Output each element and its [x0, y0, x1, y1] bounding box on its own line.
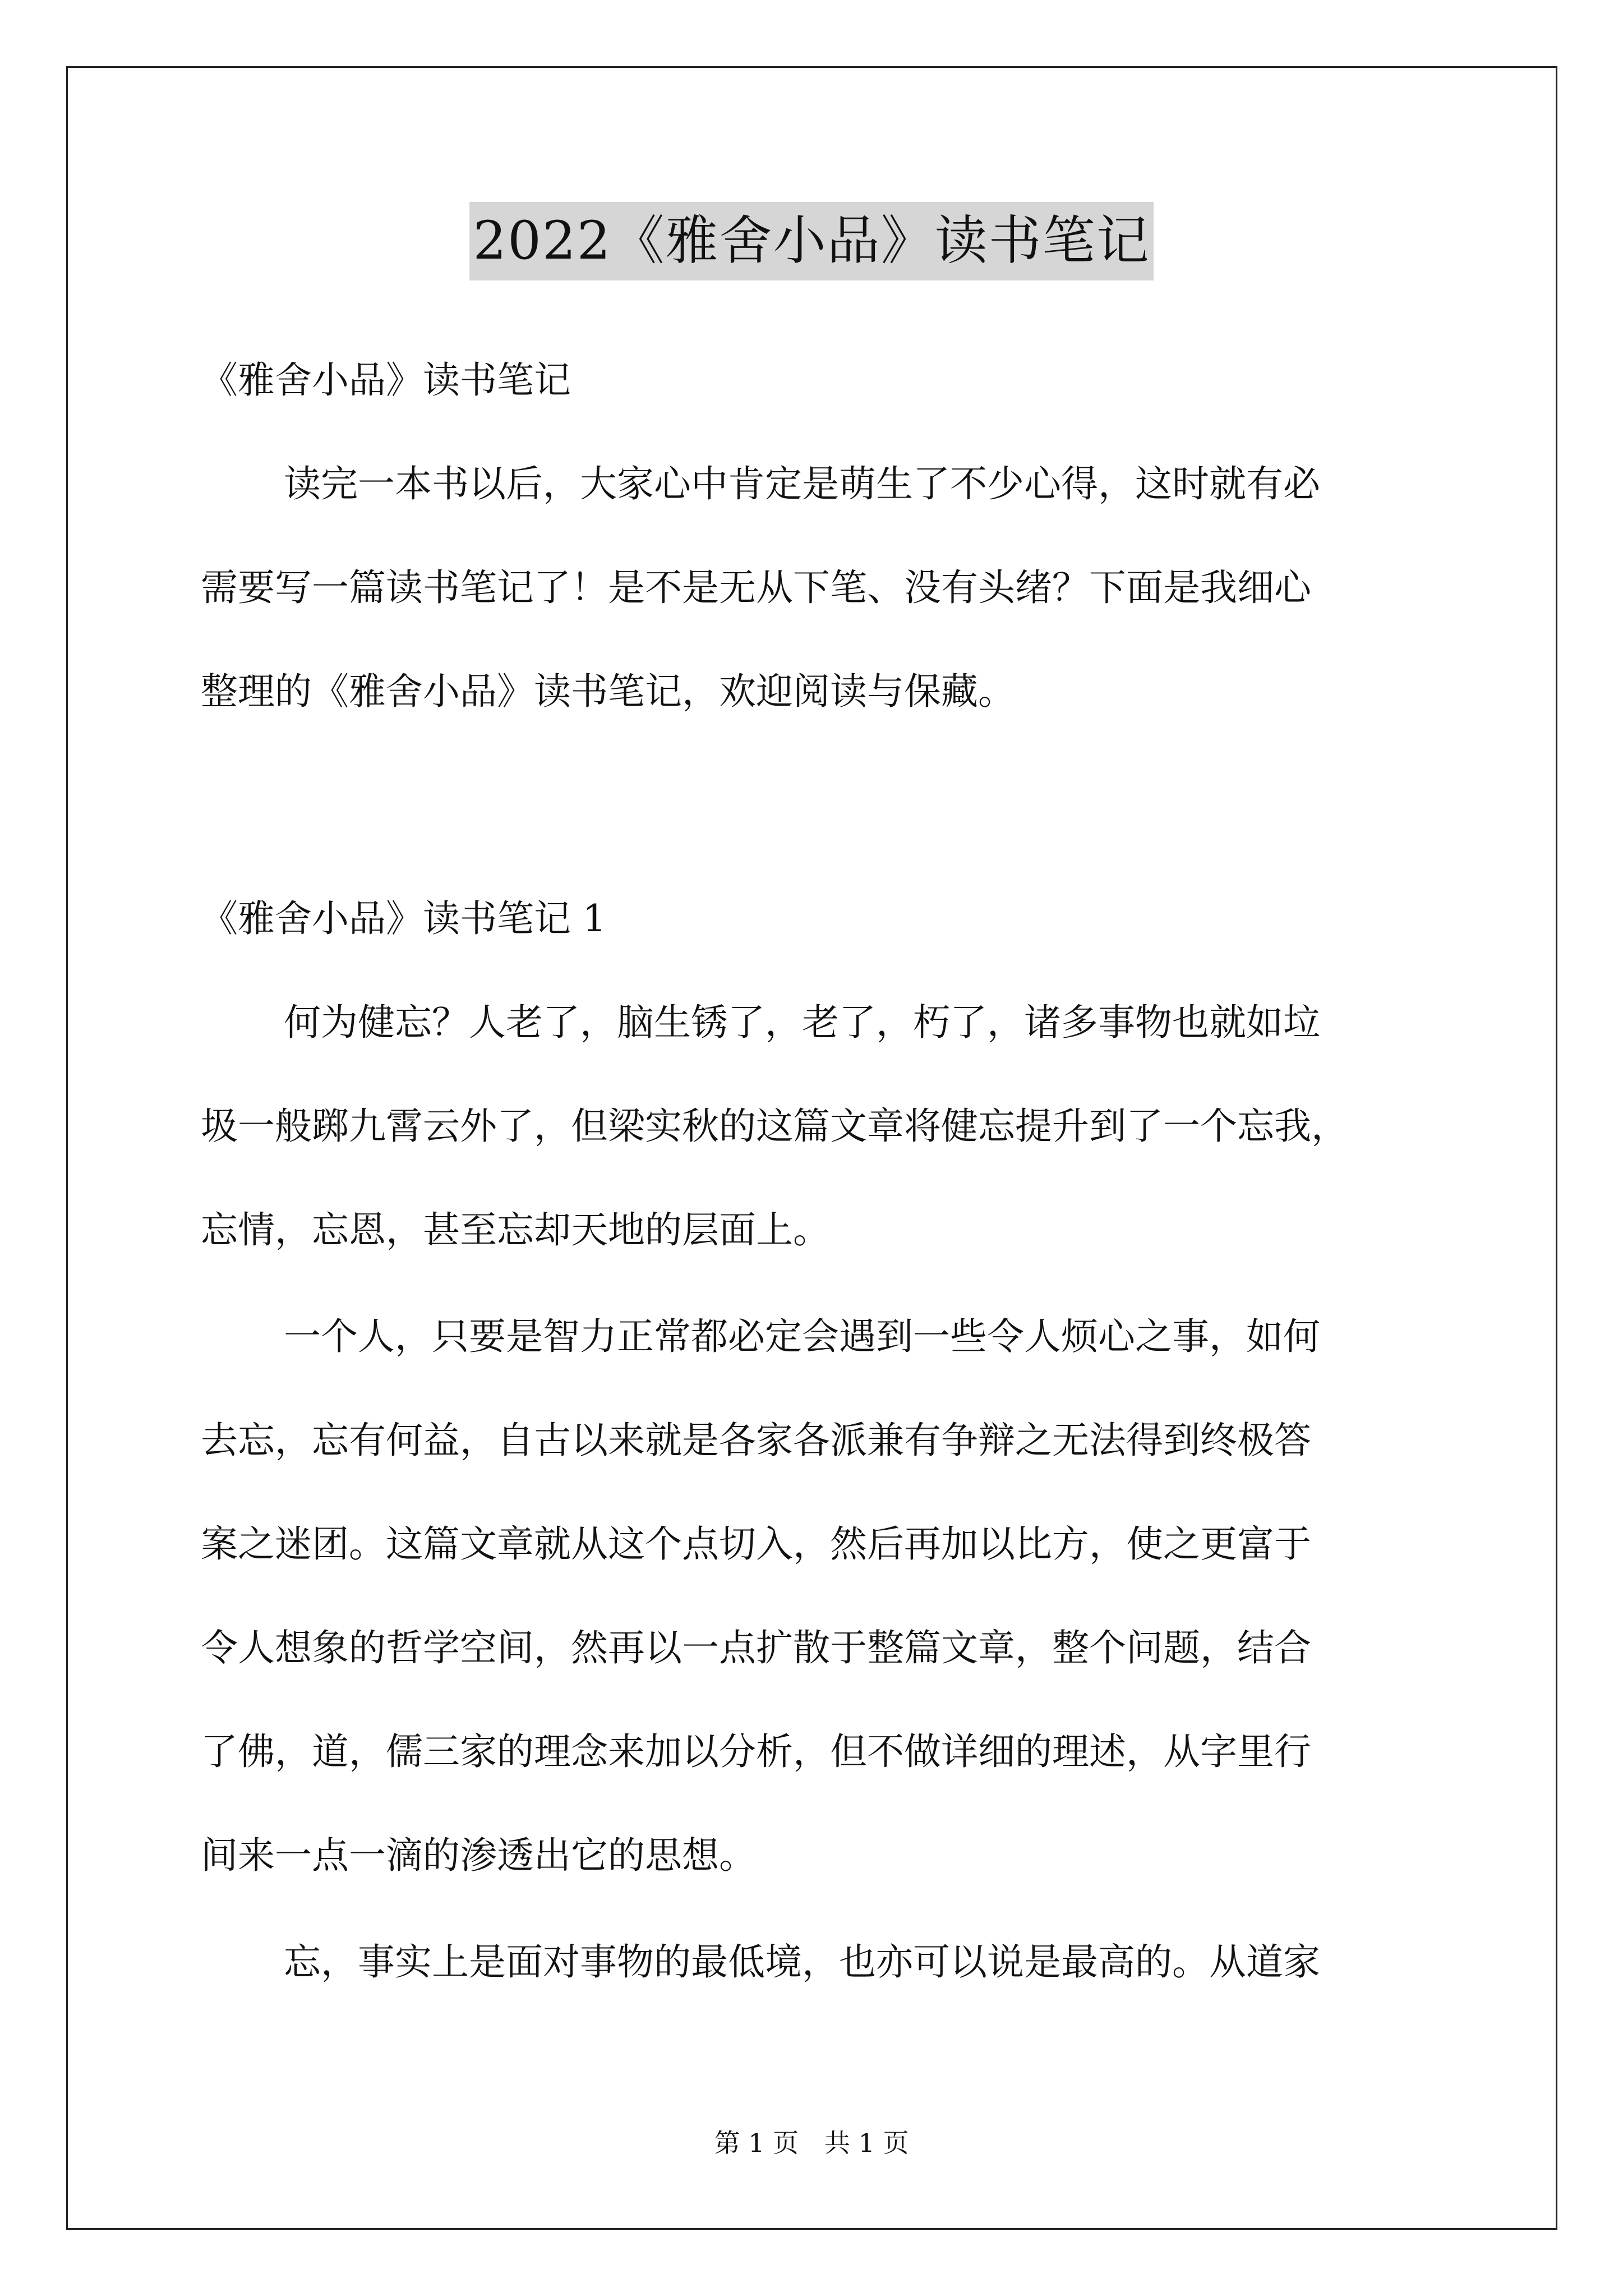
- paragraph-line: 忘情，忘恩，甚至忘却天地的层面上。: [201, 1208, 830, 1251]
- title-container: [0, 202, 1623, 280]
- paragraph-line: 去忘，忘有何益，自古以来就是各家各派兼有争辩之无法得到终极答: [201, 1419, 1311, 1462]
- paragraph-line: 令人想象的哲学空间，然再以一点扩散于整篇文章，整个问题，结合: [201, 1626, 1311, 1669]
- paragraph-line: 读完一本书以后，大家心中肯定是萌生了不少心得，这时就有必: [284, 462, 1320, 505]
- paragraph-line: 需要写一篇读书笔记了！是不是无从下笔、没有头绪？下面是我细心: [201, 566, 1311, 609]
- paragraph-line: 了佛，道，儒三家的理念来加以分析，但不做详细的理述，从字里行: [201, 1730, 1311, 1773]
- paragraph-line: 整理的《雅舍小品》读书笔记，欢迎阅读与保藏。: [201, 670, 1015, 713]
- section-heading: 《雅舍小品》读书笔记 1: [201, 897, 606, 940]
- paragraph-line: 案之迷团。这篇文章就从这个点切入，然后再加以比方，使之更富于: [201, 1522, 1311, 1566]
- section-heading: 《雅舍小品》读书笔记: [201, 358, 571, 402]
- paragraph-line: 忘，事实上是面对事物的最低境，也亦可以说是最高的。从道家: [284, 1940, 1320, 1984]
- paragraph-line: 一个人，只要是智力正常都必定会遇到一些令人烦心之事，如何: [284, 1315, 1320, 1358]
- document-title: 2022《雅舍小品》读书笔记: [469, 202, 1153, 280]
- paragraph-line: 圾一般踯九霄云外了，但梁实秋的这篇文章将健忘提升到了一个忘我，: [201, 1105, 1348, 1148]
- paragraph-line: 何为健忘？人老了，脑生锈了，老了，朽了，诸多事物也就如垃: [284, 1001, 1320, 1044]
- paragraph-line: 间来一点一滴的渗透出它的思想。: [201, 1834, 756, 1877]
- page-footer: 第 1 页 共 1 页: [714, 2128, 909, 2158]
